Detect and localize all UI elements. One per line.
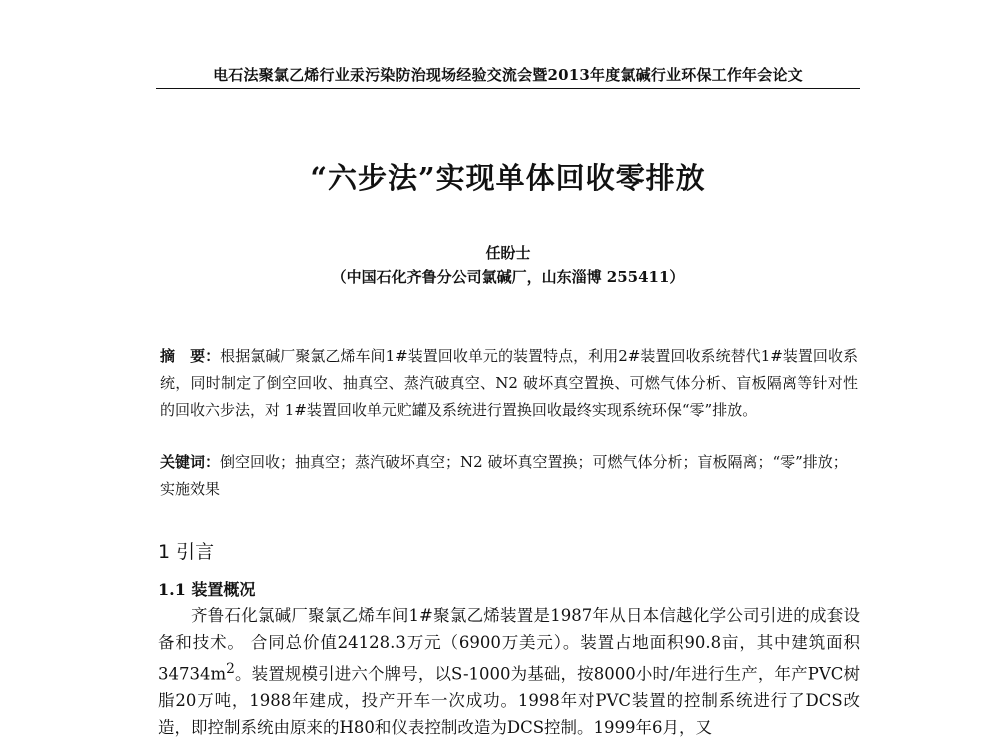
abstract-label: 摘 要： [160,347,221,365]
keywords-text: 倒空回收；抽真空；蒸汽破坏真空；N2 破坏真空置换；可燃气体分析；盲板隔离；“零”排放；实施效果 [160,453,848,498]
paper-title: “六步法”实现单体回收零排放 [310,161,706,195]
author-affiliation: （中国石化齐鲁分公司氯碱厂，山东淄博 255411） [331,268,685,286]
running-header: 电石法聚氯乙烯行业汞污染防治现场经验交流会暨2013年度氯碱行业环保工作年会论文 [213,66,803,84]
superscript: 2 [226,661,235,677]
keywords [160,449,858,503]
section-heading-1: 1 引言 [158,541,215,563]
header-rule [156,88,860,89]
body-paragraph [158,603,860,741]
abstract [160,343,858,424]
abstract-text: 根据氯碱厂聚氯乙烯车间1#装置回收单元的装置特点，利用2#装置回收系统替代1#装置回收系统，同时制定了倒空回收、抽真空、蒸汽破真空、N2 破坏真空置换、可燃气体分析、盲板隔离等针对性的回收六步法，对 1#装置回收单元贮罐及系统进行置换回收最终实现系统环保“零”排放。 [160,347,858,419]
body-text-part2: 。装置规模引进六个牌号，以S-1000为基础，按8000小时/年进行生产，年产PVC树脂20万吨，1988年建成，投产开车一次成功。1998年对PVC装置的控制系统进行了DCS改造，即控制系统由原来的H80和仪表控制改造为DCS控制。1999年6月，又 [158,664,860,737]
keywords-label: 关键词： [160,453,221,471]
author-name: 任盼士 [485,244,531,262]
section-heading-1-1: 1.1 装置概况 [158,580,256,599]
body-text-part1: 齐鲁石化氯碱厂聚氯乙烯车间1#聚氯乙烯装置是1987年从日本信越化学公司引进的成套设备和技术。 合同总价值24128.3万元（6900万美元）。装置占地面积90.8亩，其中建筑面积34734m [158,606,860,684]
